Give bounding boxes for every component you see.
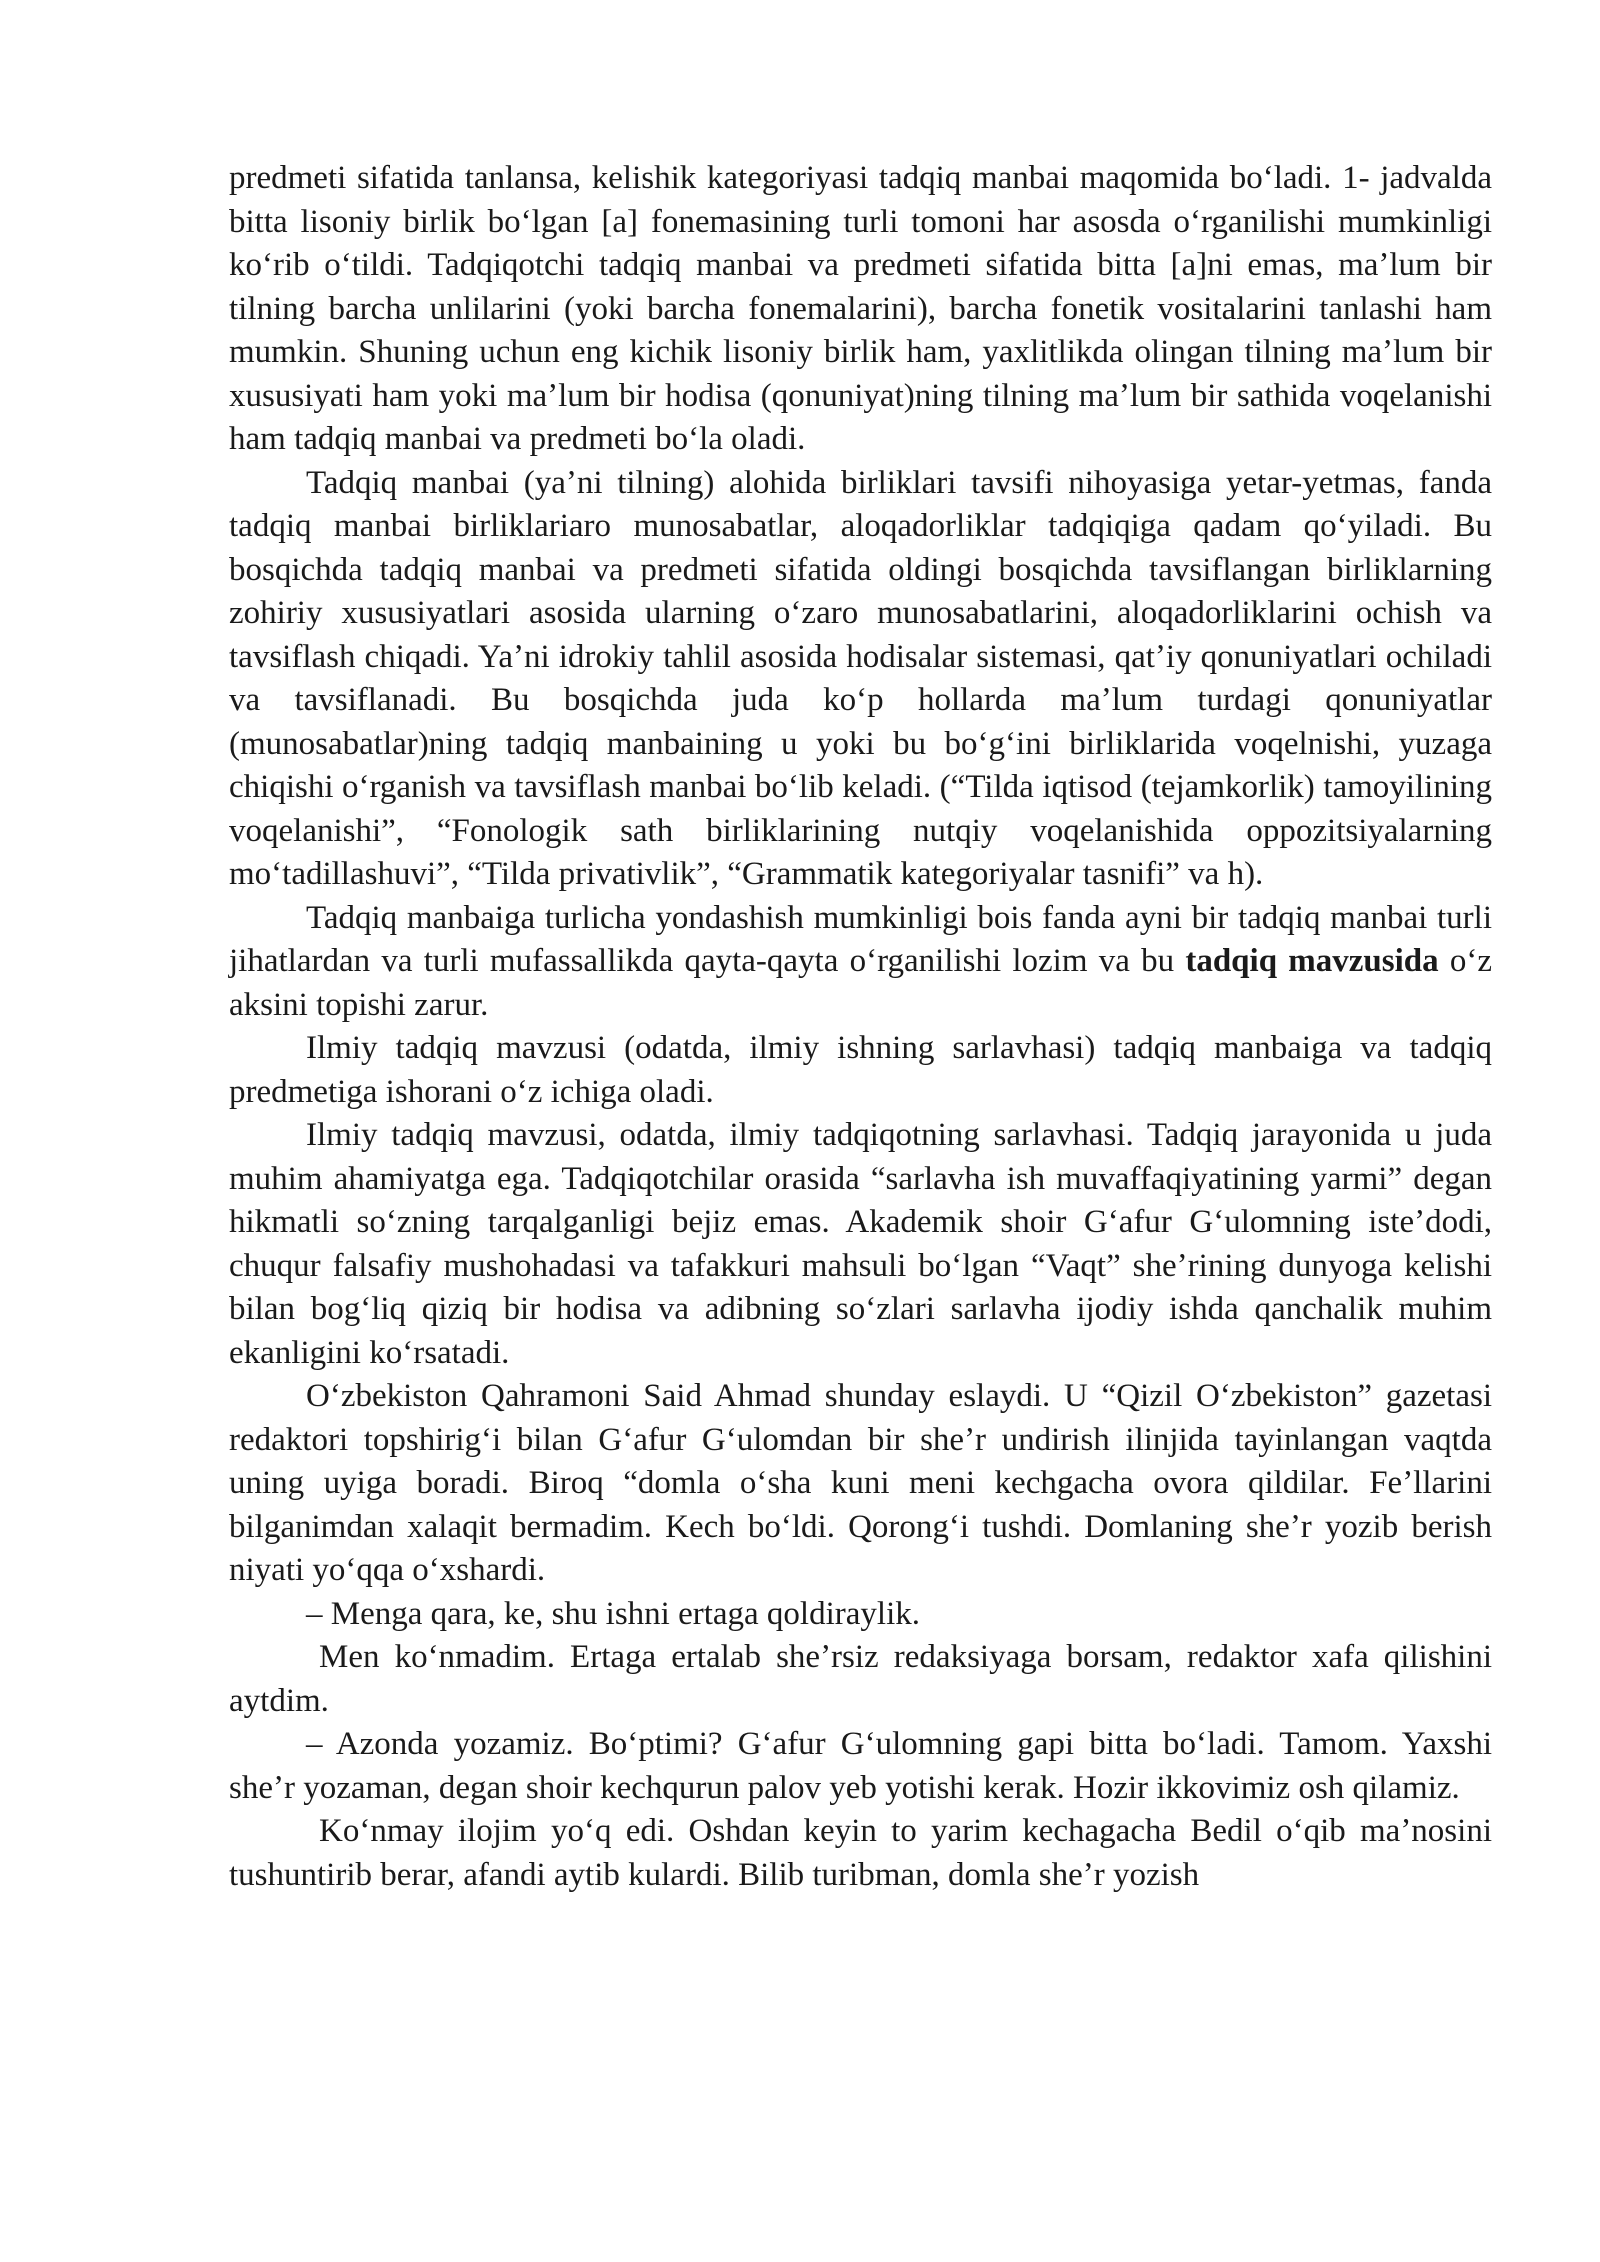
paragraph-6: Oʻzbekiston Qahramoni Said Ahmad shunday eslaydi. U “Qizil Oʻzbekiston” gazetasi redaktori topshirigʻi bilan Gʻafur Gʻulomdan bir sheʼr undirish ilinjida tayinlangan vaqtda uning uyiga boradi. Biroq “domla oʻsha kuni meni kechgacha ovora qildilar. Feʼllarini bilganimdan xalaqit bermadim. Kech boʻldi. Qorongʻi tushdi. Domlaning sheʼr yozib berish niyati yoʻqqa oʻxshardi. (229, 1378, 1492, 1588)
paragraph-3-text-after: oʻz aksini topishi zarur. (229, 943, 1492, 1023)
paragraph-5: Ilmiy tadqiq mavzusi, odatda, ilmiy tadqiqotning sarlavhasi. Tadqiq jarayonida u juda muhim ahamiyatga ega. Tadqiqotchilar orasida “sarlavha ish muvaffaqiyatining yarmi” degan hikmatli soʻzning tarqalganligi bejiz emas. Akademik shoir Gʻafur Gʻulomning isteʼdodi, chuqur falsafiy mushohadasi va tafakkuri mahsuli boʻlgan “Vaqt” sheʼrining dunyoga kelishi bilan bogʻliq qiziq bir hodisa va adibning soʻzlari sarlavha ijodiy ishda qanchalik muhim ekanligini koʻrsatadi. (229, 1117, 1492, 1371)
paragraph-3 (229, 897, 1492, 1028)
paragraph-7: – Menga qara, ke, shu ishni ertaga qoldiraylik. (306, 1595, 920, 1632)
paragraph-1: predmeti sifatida tanlansa, kelishik kategoriyasi tadqiq manbai maqomida boʻladi. 1- jadvalda bitta lisoniy birlik boʻlgan [a] fonemasining turli tomoni har asosda oʻrganilishi mumkinligi koʻrib oʻtildi. Tadqiqotchi tadqiq manbai va predmeti sifatida bitta [a]ni emas, maʼlum bir tilning barcha unlilarini (yoki barcha fonemalarini), barcha fonetik vositalarini tanlashi ham mumkin. Shuning uchun eng kichik lisoniy birlik ham, yaxlitlikda olingan tilning maʼlum bir xususiyati ham yoki maʼlum bir hodisa (qonuniyat)ning tilning maʼlum bir sathida voqelanishi ham tadqiq manbai va predmeti boʻla oladi. (229, 160, 1492, 457)
document-page (229, 157, 1492, 1897)
paragraph-2: Tadqiq manbai (yaʼni tilning) alohida birliklari tavsifi nihoyasiga yetar-yetmas, fanda tadqiq manbai birliklariaro munosabatlar, aloqadorliklar tadqiqiga qadam qoʻyiladi. Bu bosqichda tadqiq manbai va predmeti sifatida oldingi bosqichda tavsiflangan birliklarning zohiriy xususiyatlari asosida ularning oʻzaro munosabatlarini, aloqadorliklarini ochish va tavsiflash chiqadi. Yaʼni idrokiy tahlil asosida hodisalar sistemasi, qatʼiy qonuniyatlari ochiladi va tavsiflanadi. Bu bosqichda juda koʻp hollarda maʼlum turdagi qonuniyatlar (munosabatlar)ning tadqiq manbaining u yoki bu boʻgʻini birliklarida voqelnishi, yuzaga chiqishi oʻrganish va tavsiflash manbai boʻlib keladi. (“Tilda iqtisod (tejamkorlik) tamoyilining voqelanishi”, “Fonologik sath birliklarining nutqiy voqelanishida oppozitsiyalarning moʻtadillashuvi”, “Tilda privativlik”, “Grammatik kategoriyalar tasnifi” va h). (229, 464, 1492, 892)
paragraph-10: Koʻnmay ilojim yoʻq edi. Oshdan keyin to yarim kechagacha Bedil oʻqib maʼnosini tushuntirib berar, afandi aytib kulardi. Bilib turibman, domla sheʼr yozish (229, 1813, 1492, 1893)
paragraph-4: Ilmiy tadqiq mavzusi (odatda, ilmiy ishning sarlavhasi) tadqiq manbaiga va tadqiq predmetiga ishorani oʻz ichiga oladi. (229, 1030, 1492, 1110)
paragraph-3-text-before: Tadqiq manbaiga turlicha yondashish mumkinligi bois fanda ayni bir tadqiq manbai turli jihatlardan va turli mufassallikda qayta-qayta oʻrganilishi lozim va bu (229, 899, 1492, 979)
bold-term: tadqiq mavzusida (1185, 943, 1439, 979)
paragraph-9: – Azonda yozamiz. Boʻptimi? Gʻafur Gʻulomning gapi bitta boʻladi. Tamom. Yaxshi sheʼr yozaman, degan shoir kechqurun palov yeb yotishi kerak. Hozir ikkovimiz osh qilamiz. (229, 1726, 1492, 1806)
paragraph-8: Men koʻnmadim. Ertaga ertalab sheʼrsiz redaksiyaga borsam, redaktor xafa qilishini aytdim. (229, 1639, 1492, 1719)
